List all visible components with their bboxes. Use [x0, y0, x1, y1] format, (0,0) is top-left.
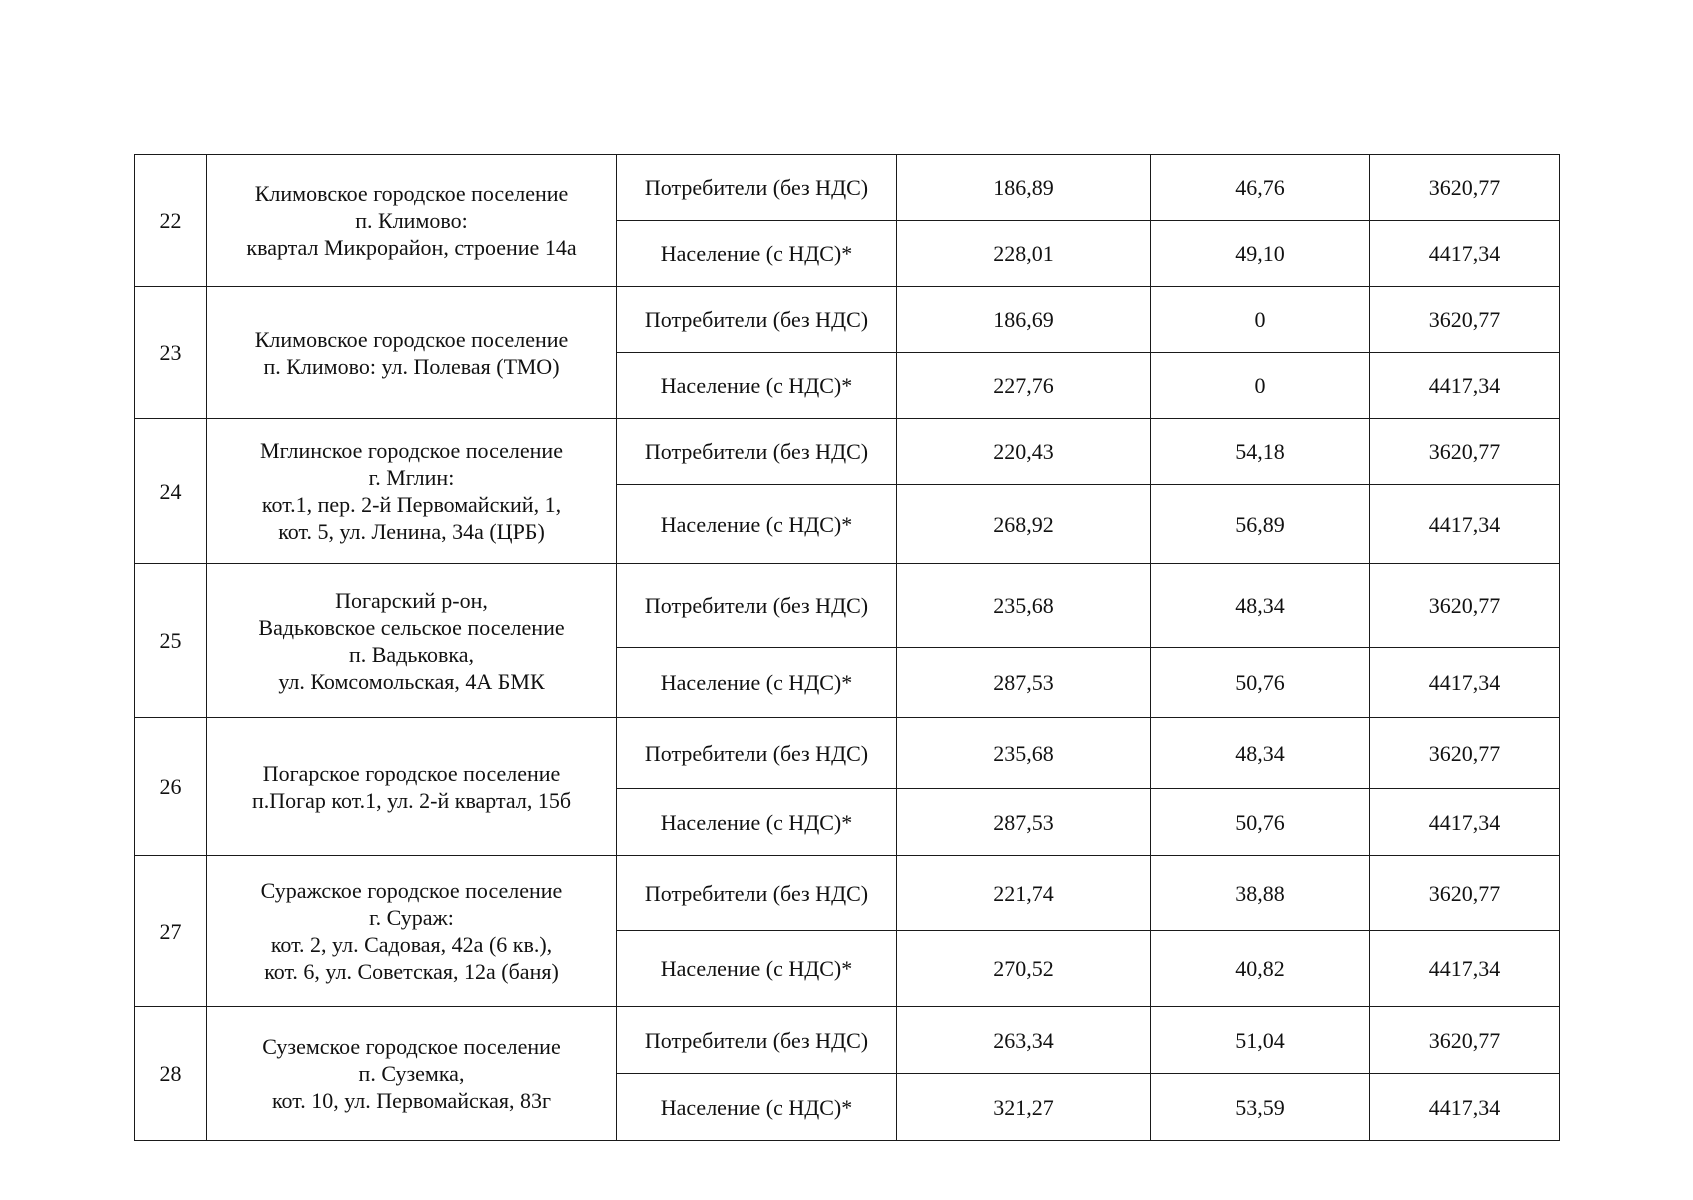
- population-category: Население (с НДС)*: [617, 931, 897, 1007]
- address-line: г. Мглин:: [368, 465, 455, 490]
- value-cell: 3620,77: [1370, 287, 1560, 353]
- value-cell: 48,34: [1151, 564, 1370, 648]
- table-row: [135, 287, 1560, 353]
- value-cell: 4417,34: [1370, 1074, 1560, 1141]
- value-cell: 46,76: [1151, 155, 1370, 221]
- value-cell: 268,92: [897, 485, 1151, 564]
- value-cell: 221,74: [897, 856, 1151, 931]
- value-cell: 4417,34: [1370, 485, 1560, 564]
- address-cell: [207, 564, 617, 718]
- value-cell: 49,10: [1151, 221, 1370, 287]
- value-cell: 4417,34: [1370, 789, 1560, 856]
- tariff-table-body: [135, 155, 1560, 1141]
- address-cell: [207, 155, 617, 287]
- value-cell: 4417,34: [1370, 648, 1560, 718]
- value-cell: 53,59: [1151, 1074, 1370, 1141]
- address-cell: [207, 419, 617, 564]
- value-cell: 4417,34: [1370, 221, 1560, 287]
- row-number: 26: [135, 718, 207, 856]
- consumer-category: Потребители (без НДС): [617, 856, 897, 931]
- address-line: Суземское городское поселение: [262, 1034, 561, 1059]
- value-cell: 50,76: [1151, 648, 1370, 718]
- address-line: п.Погар кот.1, ул. 2-й квартал, 15б: [251, 787, 572, 813]
- value-cell: 51,04: [1151, 1007, 1370, 1074]
- address-line: ул. Комсомольская, 4А БМК: [278, 668, 545, 694]
- value-cell: 227,76: [897, 353, 1151, 419]
- address-line: п. Климово:: [355, 208, 468, 233]
- address-line: г. Сураж:: [369, 905, 454, 930]
- consumer-category: Потребители (без НДС): [617, 155, 897, 221]
- value-cell: 263,34: [897, 1007, 1151, 1074]
- address-line: п. Вадьковка,: [348, 641, 475, 667]
- row-number: 24: [135, 419, 207, 564]
- consumer-category: Потребители (без НДС): [617, 1007, 897, 1074]
- value-cell: 270,52: [897, 931, 1151, 1007]
- row-number: 25: [135, 564, 207, 718]
- table-row: [135, 155, 1560, 221]
- address-cell: [207, 1007, 617, 1141]
- address-cell: [207, 287, 617, 419]
- address-line: п. Климово: ул. Полевая (ТМО): [263, 353, 560, 379]
- address-line: Вадьковское сельское поселение: [258, 614, 565, 640]
- consumer-category: Потребители (без НДС): [617, 718, 897, 789]
- value-cell: 287,53: [897, 789, 1151, 856]
- address-line: Погарский р-он,: [335, 587, 488, 613]
- consumer-category: Потребители (без НДС): [617, 564, 897, 648]
- value-cell: 54,18: [1151, 419, 1370, 485]
- population-category: Население (с НДС)*: [617, 353, 897, 419]
- consumer-category: Потребители (без НДС): [617, 287, 897, 353]
- value-cell: 220,43: [897, 419, 1151, 485]
- table-row: [135, 419, 1560, 485]
- value-cell: 3620,77: [1370, 564, 1560, 648]
- address-line: кот. 5, ул. Ленина, 34а (ЦРБ): [278, 519, 545, 544]
- value-cell: 3620,77: [1370, 1007, 1560, 1074]
- value-cell: 4417,34: [1370, 353, 1560, 419]
- value-cell: 228,01: [897, 221, 1151, 287]
- population-category: Население (с НДС)*: [617, 789, 897, 856]
- value-cell: 287,53: [897, 648, 1151, 718]
- value-cell: 235,68: [897, 718, 1151, 789]
- value-cell: 4417,34: [1370, 931, 1560, 1007]
- table-row: [135, 718, 1560, 789]
- tariff-table: [134, 154, 1560, 1141]
- value-cell: 56,89: [1151, 485, 1370, 564]
- address-line: квартал Микрорайон, строение 14а: [246, 235, 577, 260]
- address-line: Климовское городское поселение: [254, 326, 569, 352]
- address-line: Суражское городское поселение: [260, 878, 563, 903]
- row-number: 27: [135, 856, 207, 1007]
- value-cell: 321,27: [897, 1074, 1151, 1141]
- value-cell: 40,82: [1151, 931, 1370, 1007]
- address-line: Мглинское городское поселение: [260, 438, 563, 463]
- address-line: кот. 6, ул. Советская, 12а (баня): [264, 959, 559, 984]
- address-line: кот. 10, ул. Первомайская, 83г: [271, 1088, 552, 1113]
- table-row: [135, 856, 1560, 931]
- table-row: [135, 564, 1560, 648]
- value-cell: 38,88: [1151, 856, 1370, 931]
- row-number: 22: [135, 155, 207, 287]
- consumer-category: Потребители (без НДС): [617, 419, 897, 485]
- population-category: Население (с НДС)*: [617, 648, 897, 718]
- value-cell: 0: [1151, 353, 1370, 419]
- population-category: Население (с НДС)*: [617, 1074, 897, 1141]
- value-cell: 3620,77: [1370, 155, 1560, 221]
- table-row: [135, 1007, 1560, 1074]
- row-number: 23: [135, 287, 207, 419]
- value-cell: 0: [1151, 287, 1370, 353]
- address-cell: [207, 856, 617, 1007]
- address-line: Климовское городское поселение: [254, 181, 569, 206]
- value-cell: 186,89: [897, 155, 1151, 221]
- value-cell: 3620,77: [1370, 856, 1560, 931]
- address-line: п. Суземка,: [358, 1061, 465, 1086]
- value-cell: 186,69: [897, 287, 1151, 353]
- value-cell: 3620,77: [1370, 419, 1560, 485]
- value-cell: 235,68: [897, 564, 1151, 648]
- value-cell: 48,34: [1151, 718, 1370, 789]
- row-number: 28: [135, 1007, 207, 1141]
- population-category: Население (с НДС)*: [617, 221, 897, 287]
- address-line: кот. 2, ул. Садовая, 42а (6 кв.),: [270, 932, 553, 957]
- address-line: Погарское городское поселение: [262, 760, 561, 786]
- value-cell: 50,76: [1151, 789, 1370, 856]
- address-cell: [207, 718, 617, 856]
- population-category: Население (с НДС)*: [617, 485, 897, 564]
- value-cell: 3620,77: [1370, 718, 1560, 789]
- address-line: кот.1, пер. 2-й Первомайский, 1,: [261, 492, 562, 517]
